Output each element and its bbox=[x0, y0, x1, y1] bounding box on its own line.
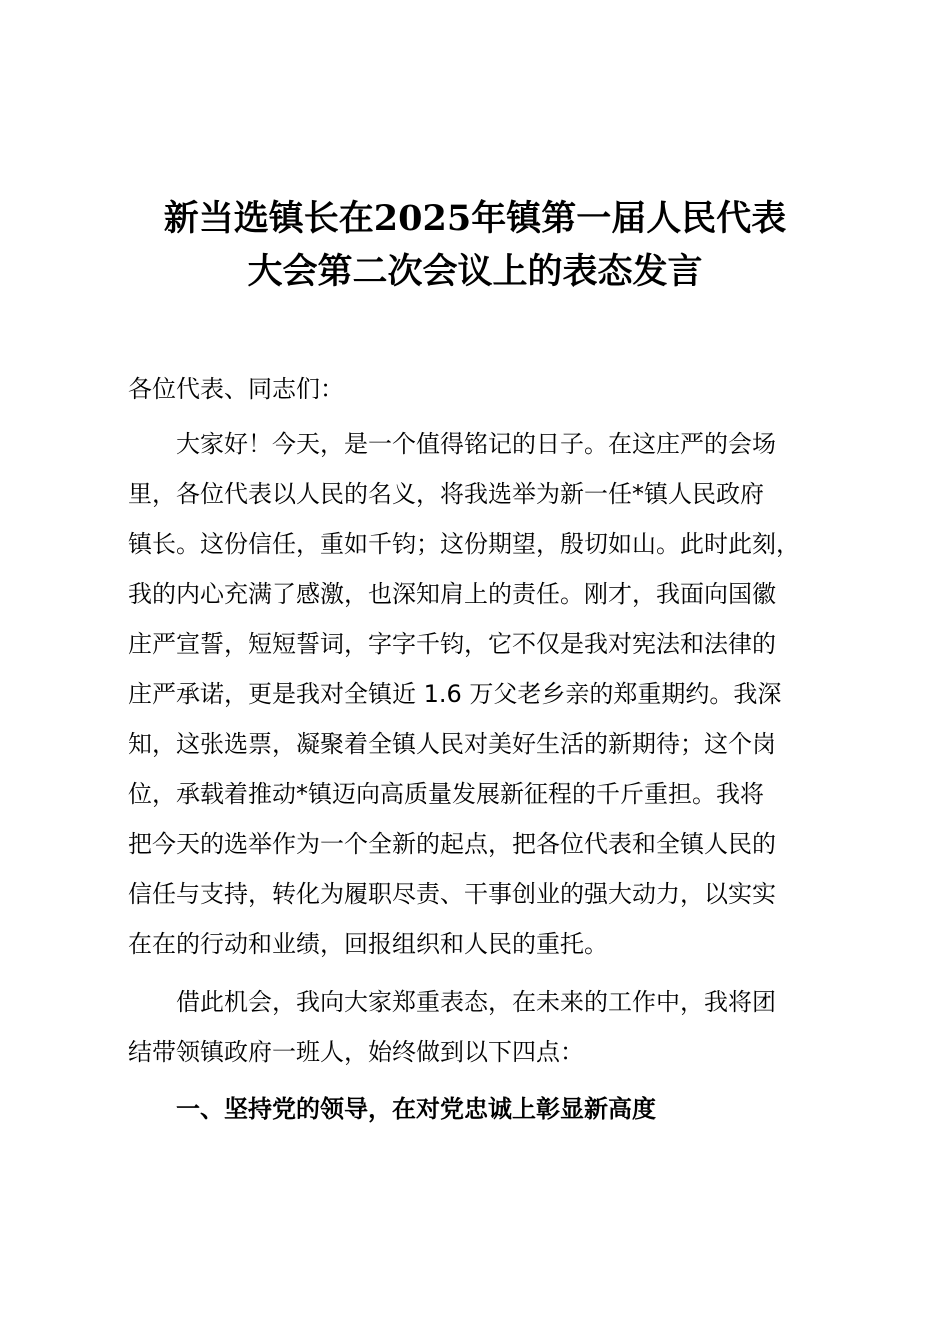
paragraph-1-line: 我的内心充满了感激，也深知肩上的责任。刚才，我面向国徽 bbox=[128, 580, 776, 608]
paragraph-1-line: 里，各位代表以人民的名义，将我选举为新一任*镇人民政府 bbox=[128, 480, 764, 508]
paragraph-1-line: 庄严宣誓，短短誓词，字字千钧，它不仅是我对宪法和法律的 bbox=[128, 630, 776, 658]
document-title bbox=[100, 192, 850, 298]
paragraph-1-line: 知，这张选票，凝聚着全镇人民对美好生活的新期待；这个岗 bbox=[128, 730, 776, 758]
paragraph-1-line: 位，承载着推动*镇迈向高质量发展新征程的千斤重担。我将 bbox=[128, 780, 764, 808]
title-line-1: 新当选镇长在2025年镇第一届人民代表 bbox=[163, 198, 787, 239]
paragraph-1-line: 庄严承诺，更是我对全镇近 1.6 万父老乡亲的郑重期约。我深 bbox=[128, 680, 782, 708]
paragraph-2-line: 借此机会，我向大家郑重表态，在未来的工作中，我将团 bbox=[176, 988, 776, 1016]
section-heading-1: 一、坚持党的领导，在对党忠诚上彰显新高度 bbox=[176, 1095, 656, 1123]
paragraph-2-line: 结带领镇政府一班人，始终做到以下四点： bbox=[128, 1038, 584, 1066]
paragraph-1 bbox=[128, 419, 840, 969]
paragraph-1-line: 大家好！今天，是一个值得铭记的日子。在这庄严的会场 bbox=[176, 430, 776, 458]
paragraph-1-line: 把今天的选举作为一个全新的起点，把各位代表和全镇人民的 bbox=[128, 830, 776, 858]
paragraph-1-line: 信任与支持，转化为履职尽责、干事创业的强大动力，以实实 bbox=[128, 880, 776, 908]
title-line-2: 大会第二次会议上的表态发言 bbox=[247, 251, 703, 292]
paragraph-1-line: 在在的行动和业绩，回报组织和人民的重托。 bbox=[128, 930, 608, 958]
paragraph-1-line: 镇长。这份信任，重如千钧；这份期望，殷切如山。此时此刻， bbox=[128, 530, 800, 558]
paragraph-2 bbox=[128, 977, 828, 1077]
salutation: 各位代表、同志们： bbox=[128, 375, 344, 403]
